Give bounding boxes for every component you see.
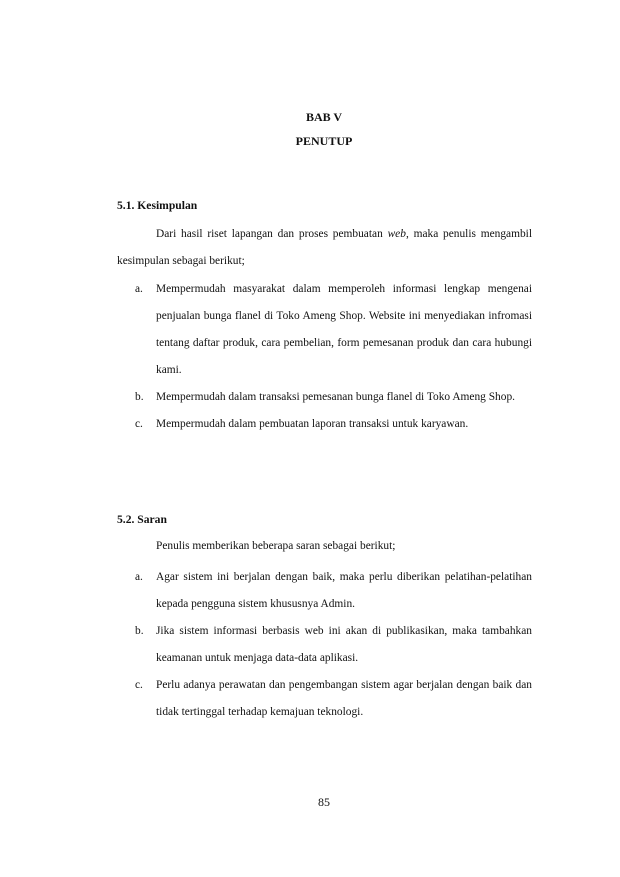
list-marker: a.	[135, 571, 143, 583]
list-marker: a.	[135, 283, 143, 295]
list-marker: c.	[135, 679, 143, 691]
list-item	[117, 276, 532, 384]
list-item	[117, 411, 532, 438]
list-marker: c.	[135, 418, 143, 430]
saran-intro: Penulis memberikan beberapa saran sebagai berikut;	[156, 540, 396, 552]
list-marker: b.	[135, 625, 144, 637]
chapter-label: BAB V	[305, 110, 343, 124]
list-item-text: Perlu adanya perawatan dan pengembangan sistem agar berjalan dengan baik dan tidak tertinggal terhadap kemajuan teknologi.	[156, 679, 532, 718]
list-item	[117, 672, 532, 726]
intro-text-em: web	[387, 228, 406, 240]
list-item	[117, 564, 532, 618]
section-heading-saran: 5.2. Saran	[117, 513, 167, 526]
list-item-text: Mempermudah dalam pembuatan laporan transaksi untuk karyawan.	[156, 418, 469, 430]
list-item	[117, 618, 532, 672]
list-item-text: Mempermudah dalam transaksi pemesanan bunga flanel di Toko Ameng Shop.	[156, 391, 515, 403]
section-heading-kesimpulan: 5.1. Kesimpulan	[117, 199, 198, 212]
page-number: 85	[318, 795, 330, 809]
list-item-text: Agar sistem ini berjalan dengan baik, maka perlu diberikan pelatihan-pelatihan kepada pengguna sistem khususnya Admin.	[156, 571, 532, 610]
kesimpulan-intro	[117, 221, 532, 275]
chapter-title: PENUTUP	[295, 134, 353, 148]
intro-text-after: , maka penulis mengambil kesimpulan sebagai berikut;	[117, 228, 532, 267]
saran-list	[117, 564, 532, 726]
intro-text-before: Dari hasil riset lapangan dan proses pembuatan	[156, 228, 388, 240]
list-item-text: Mempermudah masyarakat dalam memperoleh informasi lengkap mengenai penjualan bunga flanel di Toko Ameng Shop. Website ini menyediakan infromasi tentang daftar produk, cara pembelian, form pemesanan produk dan cara hubungi kami.	[156, 283, 532, 376]
kesimpulan-list	[117, 276, 532, 438]
list-item	[117, 384, 532, 411]
list-marker: b.	[135, 391, 144, 403]
list-item-text: Jika sistem informasi berbasis web ini akan di publikasikan, maka tambahkan keamanan untuk menjaga data-data aplikasi.	[156, 625, 532, 664]
